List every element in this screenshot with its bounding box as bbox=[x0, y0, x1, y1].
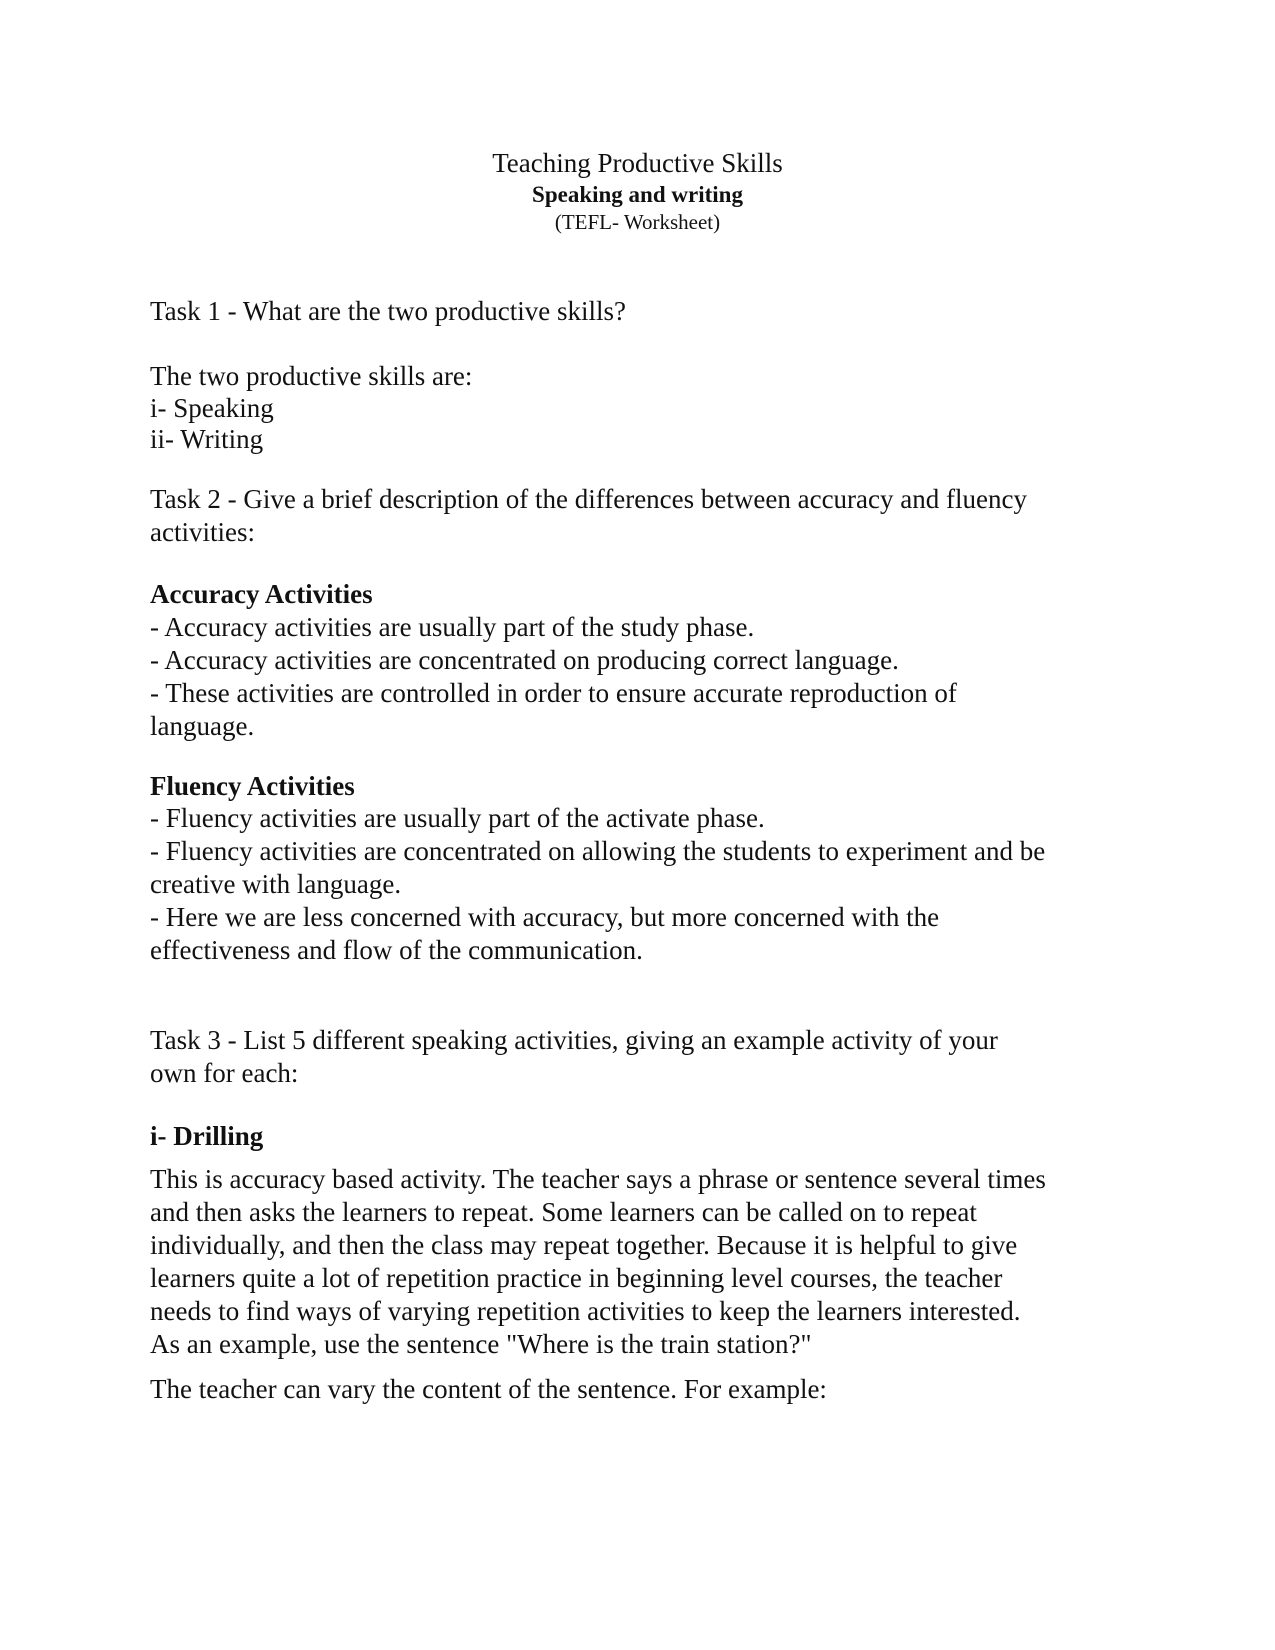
fluency-line: - Fluency activities are concentrated on allowing the students to experiment and be bbox=[150, 836, 1046, 866]
accuracy-line: - These activities are controlled in order to ensure accurate reproduction of bbox=[150, 678, 957, 708]
page-note: (TEFL- Worksheet) bbox=[554, 210, 721, 234]
task3-question-line: own for each: bbox=[150, 1058, 299, 1088]
fluency-line: effectiveness and flow of the communication. bbox=[150, 935, 643, 965]
accuracy-line: language. bbox=[150, 711, 255, 741]
page-subtitle: Speaking and writing bbox=[532, 182, 743, 207]
drilling-paragraph bbox=[150, 1163, 1130, 1361]
drilling-heading: i- Drilling bbox=[150, 1121, 264, 1151]
page-title: Teaching Productive Skills bbox=[492, 148, 783, 178]
task1-question: Task 1 - What are the two productive skills? bbox=[150, 296, 626, 326]
task1-item-writing: ii- Writing bbox=[150, 424, 264, 454]
accuracy-line: - Accuracy activities are usually part of the study phase. bbox=[150, 612, 755, 642]
drilling-line: and then asks the learners to repeat. Some learners can be called on to repeat bbox=[150, 1197, 977, 1227]
task2-question bbox=[150, 483, 1130, 549]
drilling-line: individually, and then the class may repeat together. Because it is helpful to give bbox=[150, 1230, 1018, 1260]
accuracy-list bbox=[150, 611, 1130, 743]
drilling-line: This is accuracy based activity. The teacher says a phrase or sentence several times bbox=[150, 1164, 1046, 1194]
task3-question-line: Task 3 - List 5 different speaking activities, giving an example activity of your bbox=[150, 1025, 998, 1055]
task3-question bbox=[150, 1024, 1130, 1090]
fluency-heading: Fluency Activities bbox=[150, 771, 355, 801]
task2-question-line: activities: bbox=[150, 517, 255, 547]
accuracy-heading: Accuracy Activities bbox=[150, 579, 373, 609]
fluency-line: creative with language. bbox=[150, 869, 402, 899]
fluency-line: - Here we are less concerned with accuracy, but more concerned with the bbox=[150, 902, 940, 932]
task2-question-line: Task 2 - Give a brief description of the differences between accuracy and fluency bbox=[150, 484, 1027, 514]
accuracy-line: - Accuracy activities are concentrated on producing correct language. bbox=[150, 645, 899, 675]
task1-intro: The two productive skills are: bbox=[150, 361, 473, 391]
task1-item-speaking: i- Speaking bbox=[150, 393, 274, 423]
drilling-line: needs to find ways of varying repetition activities to keep the learners interested. bbox=[150, 1296, 1021, 1326]
drilling-line: As an example, use the sentence "Where is the train station?" bbox=[150, 1329, 812, 1359]
fluency-list bbox=[150, 802, 1130, 967]
drilling-line: learners quite a lot of repetition practice in beginning level courses, the teacher bbox=[150, 1263, 1003, 1293]
fluency-line: - Fluency activities are usually part of the activate phase. bbox=[150, 803, 765, 833]
drilling-closing: The teacher can vary the content of the sentence. For example: bbox=[150, 1374, 827, 1404]
